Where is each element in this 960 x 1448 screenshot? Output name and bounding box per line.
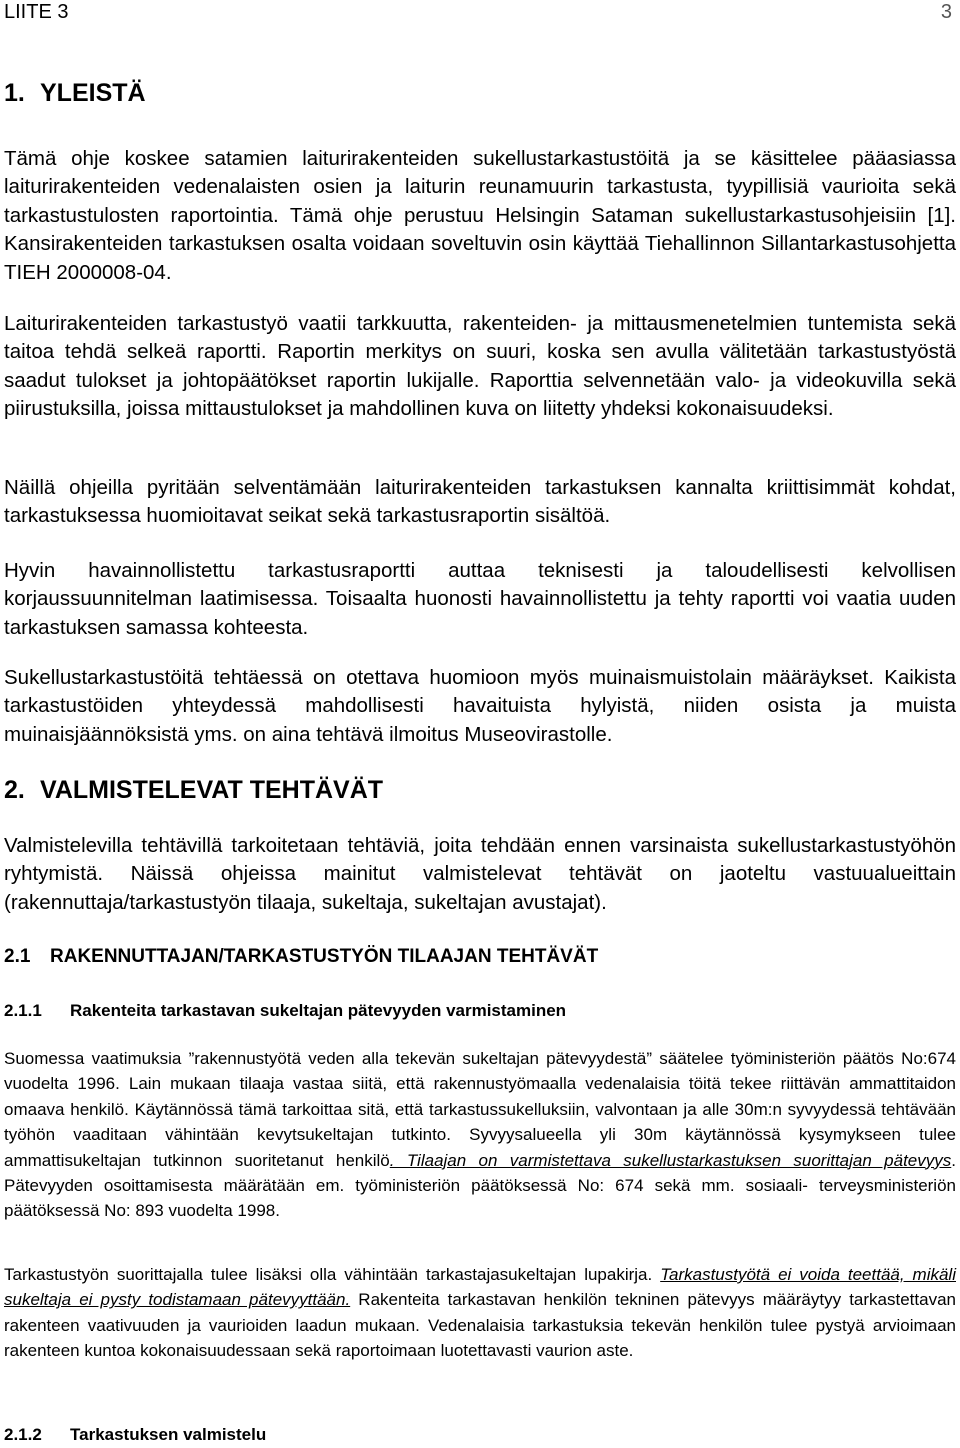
emphasis-text: Tarkastustyötä ei voida teettää, mikäli sukeltaja ei pysty todistamaan pätevyyttään. xyxy=(4,1265,956,1310)
paragraph-text: Suomessa vaatimuksia ”rakennustyötä veden alla tekevän sukeltajan pätevyydestä” säätelee työministeriön päätös No:674 vuodelta 1996. Lain mukaan tilaaja vastaa siitä, että rakennustyömaalla vedenalaisia töitä tekee riittävän ammattitaidon omaava henkilö. Käytännössä tämä tarkoittaa sitä, että tarkastussukelluksiin, valvontaan ja alle 30m:n syvyydessä tehtävään työhön vaaditaan vähintään kevytsukeltajan tutkinto. Syvyysalueella yli 30m käytännössä kysymykseen tulee ammattisukeltajan tutkinnon suoritetanut henkilö xyxy=(4,1049,956,1170)
section-number: 1. xyxy=(4,79,25,107)
section-number: 2.1.1 xyxy=(4,1001,42,1020)
section-2-1-2-heading xyxy=(4,1424,956,1446)
section-title: YLEISTÄ xyxy=(40,79,146,107)
section-title: RAKENNUTTAJAN/TARKASTUSTYÖN TILAAJAN TEHTÄVÄT xyxy=(50,946,599,967)
paragraph: Näillä ohjeilla pyritään selventämään laiturirakenteiden tarkastuksen kannalta kriittisimmät kohdat, tarkastuksessa huomioitavat seikat sekä tarkastusraportin sisältöä. xyxy=(4,476,956,528)
paragraph xyxy=(4,1262,956,1364)
section-2-1-1-heading xyxy=(4,1000,956,1022)
section-title: VALMISTELEVAT TEHTÄVÄT xyxy=(40,776,384,804)
paragraph: Sukellustarkastustöitä tehtäessä on otettava huomioon myös muinaismuistolain määräykset. Kaikista tarkastustöiden yhteydessä mahdollisesti havaituista hylyistä, niiden osista ja muista muinaisjäännöksistä yms. on aina tehtävä ilmoitus Museovirastolle. xyxy=(4,666,956,746)
paragraph: Valmistelevilla tehtävillä tarkoitetaan tehtäviä, joita tehdään ennen varsinaista sukellustarkastustyöhön ryhtymistä. Näissä ohjeissa mainitut valmistelevat tehtävät on jaoteltu vastuualueittain (rakennuttaja/tarkastustyön tilaaja, sukeltaja, sukeltajan avustajat). xyxy=(4,834,956,914)
section-2-1-heading xyxy=(4,945,956,969)
section-1-heading xyxy=(4,78,956,108)
paragraph: Laiturirakenteiden tarkastustyö vaatii tarkkuutta, rakenteiden- ja mittausmenetelmien tuntemista sekä taitoa tehdä selkeä raportti. Raportin merkitys on suuri, koska sen avulla välitetään tarkastustyöstä saadut tulokset ja johtopäätökset raportin lukijalle. Raporttia selvennetään valo- ja videokuvilla sekä piirustuksilla, joissa mittaustulokset ja mahdollinen kuva on liitetty yhdeksi kokonaisuudeksi. xyxy=(4,312,956,421)
section-title: Tarkastuksen valmistelu xyxy=(70,1425,267,1444)
section-number: 2.1.2 xyxy=(4,1425,42,1444)
paragraph: Tämä ohje koskee satamien laiturirakenteiden sukellustarkastustöitä ja se käsittelee pääasiassa laiturirakenteiden vedenalaisten osien ja laiturin reunamuurin tarkastusta, tyypillisiä vaurioita sekä tarkastustulosten raportointia. Tämä ohje perustuu Helsingin Sataman sukellustarkastusohjeisiin [1]. Kansirakenteiden tarkastuksen osalta voidaan soveltuvin osin käyttää Tiehallinnon Sillantarkastusohjetta TIEH 2000008-04. xyxy=(4,147,956,284)
appendix-label: LIITE 3 xyxy=(4,1,69,23)
paragraph: Hyvin havainnollistettu tarkastusraportti auttaa teknisesti ja taloudellisesti kelvollisen korjaussuunnitelman laatimisessa. Toisaalta huonosti havainnollistettu ja tehty raportti voi vaatia uuden tarkastuksen samassa kohteesta. xyxy=(4,559,956,639)
paragraph-text: Rakenteita tarkastavan henkilön tekninen pätevyys määräytyy tarkastettavan rakenteen vaativuuden ja vaurioiden laadun mukaan. Vedenalaisia tarkastuksia tekevän henkilön tulee pystyä arvioimaan rakenteen kuntoa kokonaisuudessaan sekä raportoimaan luotettavasti vaurion aste. xyxy=(4,1290,956,1361)
emphasis-text: . Tilaajan on varmistettava sukellustarkastuksen suorittajan pätevyys xyxy=(389,1150,952,1170)
paragraph xyxy=(4,1046,956,1224)
section-title: Rakenteita tarkastavan sukeltajan pätevyyden varmistaminen xyxy=(70,1001,567,1020)
section-number: 2.1 xyxy=(4,946,31,967)
paragraph-text: . Pätevyyden osoittamisesta määrätään em. työministeriön päätöksessä No: 674 sekä mm. sosiaali- terveysministeriön päätöksessä No: 893 vuodelta 1998. xyxy=(4,1150,956,1221)
page-number: 3 xyxy=(940,1,952,23)
page-header xyxy=(4,0,956,28)
section-number: 2. xyxy=(4,776,25,804)
paragraph-text: Tarkastustyön suorittajalla tulee lisäksi olla vähintään tarkastajasukeltajan lupakirja. xyxy=(4,1265,661,1284)
section-2-heading xyxy=(4,775,956,805)
